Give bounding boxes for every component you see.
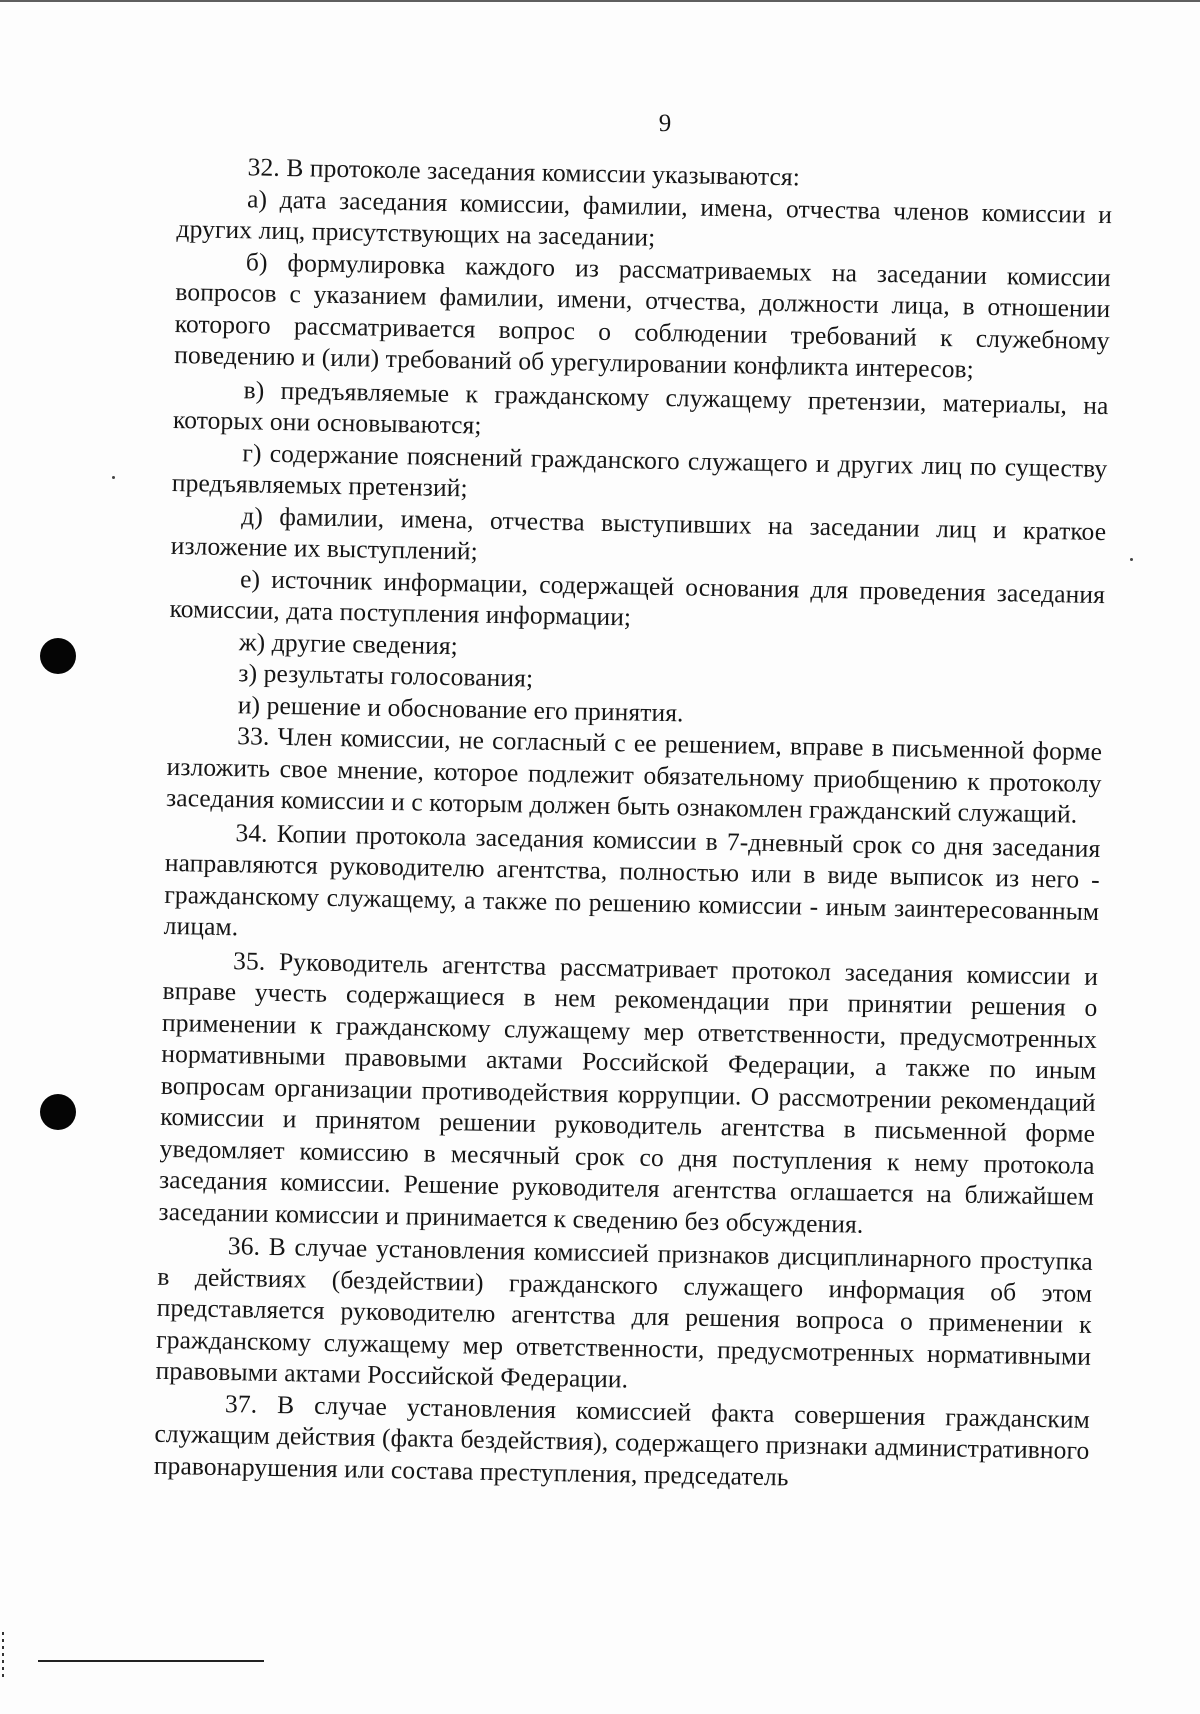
margin-scan-mark bbox=[2, 1632, 4, 1680]
paragraph-33: 33. Член комиссии, не согласный с ее решением, вправе в письменной форме изложить свое мнение, которое подлежит обязательному приобщению к протоколу заседания комиссии и с которым должен быть ознакомлен гражданский служащий. bbox=[165, 721, 1103, 829]
paragraph-35: 35. Руководитель агентства рассматривает протокол заседания комиссии и вправе учесть содержащиеся в нем рекомендации при принятии решения о применении к гражданскому служащему мер ответственности, предусмотренных нормативными правовыми актами Российской Федерации, а также по иным вопросам организации противодействия коррупции. О рассмотрении рекомендаций комиссии и принятом решении руководитель агентства в письменной форме уведомляет комиссию в месячный срок со дня поступления к нему протокола заседания комиссии. Решение руководителя агентства оглашается на ближайшем заседании комиссии и принимается к сведению без обсуждения. bbox=[158, 945, 1099, 1239]
page-number: 9 bbox=[658, 110, 672, 137]
paragraph-34: 34. Копии протокола заседания комиссии в 7-дневный срок со дня заседания направляются руководителю агентства, полностью или в виде выписок из него - гражданскому служащему, а также по решению комиссии - иным заинтересованным лицам. bbox=[163, 817, 1101, 942]
punch-hole-upper bbox=[40, 638, 76, 674]
paragraph-32-heading: 32. В протоколе заседания комиссии указываются: bbox=[247, 152, 801, 192]
top-edge-rule bbox=[0, 0, 1200, 2]
list-item-i: и) решение и обоснование его принятия. bbox=[237, 689, 684, 727]
paragraph-37: 37. В случае установления комиссией факта совершения гражданским служащим действия (факта бездействия), содержащего признаки административного правонарушения или состава преступления, председатель bbox=[153, 1388, 1091, 1491]
punch-hole-lower bbox=[40, 1094, 76, 1130]
footnote-rule bbox=[38, 1660, 264, 1662]
list-item-e: е) источник информации, содержащей основания для проведения заседания комиссии, дата поступления информации; bbox=[169, 563, 1106, 632]
list-item-z: з) результаты голосования; bbox=[238, 658, 534, 693]
scan-speck bbox=[112, 476, 115, 479]
list-item-b: б) формулировка каждого из рассматриваемых на заседании комиссии вопросов с указанием фамилии, имени, отчества, должности лица, в отношении которого рассматривается вопрос о соблюдении требований к служебному поведению и (или) требований об урегулировании конфликта интересов; bbox=[173, 246, 1112, 384]
scan-speck bbox=[1130, 558, 1133, 561]
list-item-v: в) предъявляемые к гражданскому служащему претензии, материалы, на которых они основываются; bbox=[172, 374, 1109, 440]
list-item-g: г) содержание пояснений гражданского служащего и других лиц по существу предъявляемых претензий; bbox=[171, 437, 1108, 503]
document-body bbox=[154, 150, 1113, 1498]
list-item-zh: ж) другие сведения; bbox=[238, 626, 459, 660]
paragraph-36: 36. В случае установления комиссией признаков дисциплинарного проступка в действиях (бездействии) гражданского служащего информация об этом представляется руководителю агентства для решения вопроса о применении к гражданскому служащему мер ответственности, предусмотренных нормативными правовыми актами Российской Федерации. bbox=[155, 1231, 1094, 1394]
list-item-d: д) фамилии, имена, отчества выступивших на заседании лиц и краткое изложение их выступлений; bbox=[170, 500, 1107, 566]
list-item-a: а) дата заседания комиссии, фамилии, имена, отчества членов комиссии и других лиц, присутствующих на заседании; bbox=[176, 183, 1113, 252]
